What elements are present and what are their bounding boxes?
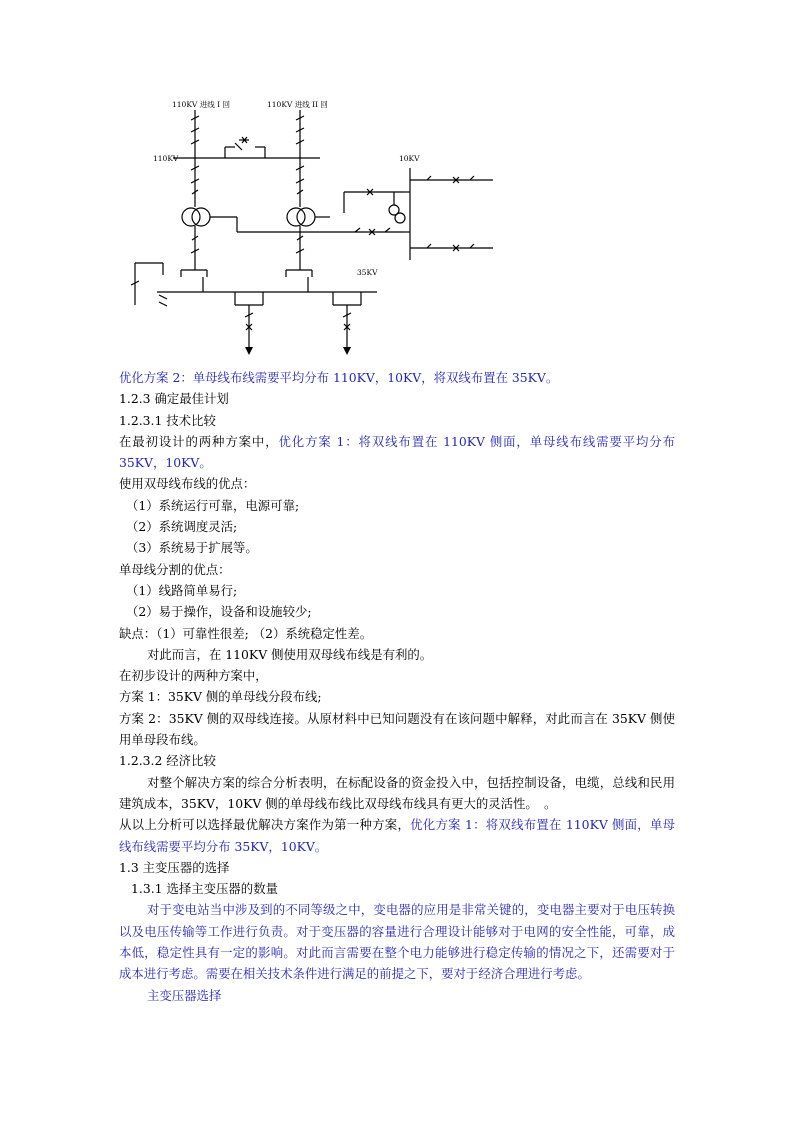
label-bus-10kv: 10KV <box>399 154 420 163</box>
label-bus-35kv: 35KV <box>357 268 378 277</box>
paragraph: 对整个解决方案的综合分析表明，在标配设备的资金投入中，包括控制设备，电缆，总线和民用建筑成本，35KV，10KV 侧的单母线布线比双母线布线具有更大的灵活性。 。 <box>119 774 675 811</box>
section-heading: 1.2.3 确定最佳计划 <box>119 391 229 407</box>
paragraph: 方案 2：35KV 侧的双母线连接。从原材料中已知问题没有在该问题中解释，对此而言在 35KV 侧使用单母段布线。 <box>119 710 675 748</box>
document-body <box>119 367 675 1006</box>
paragraph: 从以上分析可以选择最优解决方案作为第一种方案，优化方案 1：将双线布置在 110KV 侧面，单母线布线需要平均分布 35KV，10KV。 <box>119 817 675 854</box>
paragraph: 使用双母线布线的优点： <box>119 476 256 492</box>
substation-wiring-diagram <box>115 95 505 365</box>
section-heading: 1.2.3.1 技术比较 <box>119 412 216 428</box>
paragraph: 对此而言，在 110KV 侧使用双母线布线是有利的。 <box>147 646 433 662</box>
list-item: （1）系统运行可靠，电源可靠; <box>126 497 300 513</box>
section-heading: 1.3 主变压器的选择 <box>119 859 230 875</box>
label-bus-110kv: 110KV <box>153 154 179 163</box>
paragraph: 主变压器选择 <box>147 987 222 1003</box>
section-heading: 1.3.1 选择主变压器的数量 <box>131 881 278 897</box>
paragraph: 在最初设计的两种方案中，优化方案 1：将双线布置在 110KV 侧面，单母线布线需要平均分布 35KV，10KV。 <box>119 433 675 471</box>
label-line-2: 110KV 进线 II 回 <box>267 100 328 109</box>
paragraph: 单母线分割的优点： <box>119 561 231 577</box>
list-item: （2）系统调度灵活; <box>126 519 238 535</box>
list-item: （3）系统易于扩展等。 <box>126 540 258 556</box>
paragraph: 方案 1：35KV 侧的单母线分段布线; <box>119 689 322 705</box>
label-line-1: 110KV 进线 I 回 <box>172 100 230 109</box>
paragraph: 缺点：（1）可靠性很差; （2）系统稳定性差。 <box>119 625 373 641</box>
list-item: （1）线路简单易行; <box>126 582 238 598</box>
paragraph: 对于变电站当中涉及到的不同等级之中，变电器的应用是非常关键的，变电器主要对于电压转换以及电压传输等工作进行负责。对于变压器的容量进行合理设计能够对于电网的安全性能，可靠，成本低，稳定性具有一定的影响。对此而言需要在整个电力能够进行稳定传输的情况之下，还需要对于成本进行考虑。需要在相关技术条件进行满足的前提之下，要对于经济合理进行考虑。 <box>119 902 675 982</box>
plan-2-line: 优化方案 2：单母线布线需要平均分布 110KV，10KV，将双线布置在 35KV。 <box>119 370 559 385</box>
paragraph: 在初步设计的两种方案中， <box>119 668 268 684</box>
list-item: （2）易于操作，设备和设施较少; <box>126 604 312 620</box>
section-heading: 1.2.3.2 经济比较 <box>119 753 216 769</box>
